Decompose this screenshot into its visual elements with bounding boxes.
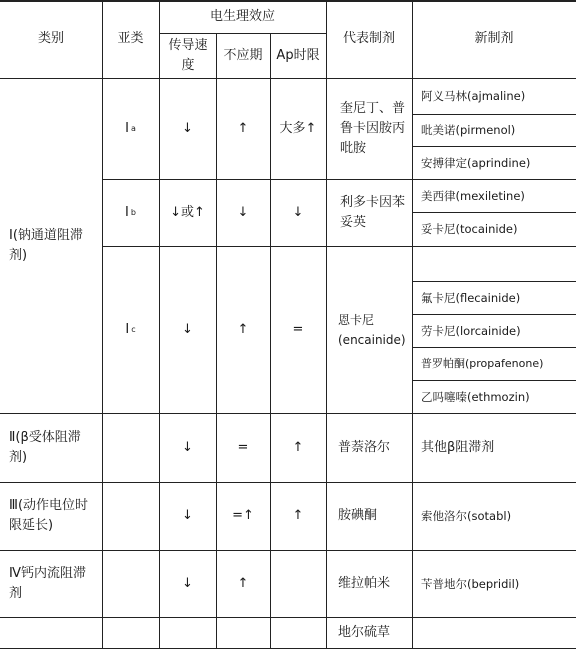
class-3-label: Ⅲ(动作电位时限延长) — [9, 498, 89, 533]
class-2-conduction: ↓ — [182, 439, 193, 455]
ia-ap: 大多↑ — [279, 120, 317, 136]
subclass-letter: b — [130, 207, 136, 217]
ib-representative: 利多卡因苯妥英 — [340, 194, 406, 230]
header-subclass: 亚类 — [117, 31, 144, 46]
ib-refractory: ↓ — [237, 204, 249, 220]
class-4-conduction: ↓ — [182, 575, 193, 591]
subclass-1b — [102, 179, 159, 246]
ic-new-5: 乙吗噻嗪(ethmozin) — [421, 389, 530, 404]
ic-new-3: 劳卡尼(lorcainide) — [421, 323, 521, 338]
class-1-label: Ⅰ(钠通道阻滞剂) — [9, 227, 83, 263]
ic-refractory: ↑ — [237, 321, 249, 337]
ia-refractory: ↑ — [237, 120, 249, 136]
ic-representative: 恩卡尼(encainide) — [338, 312, 406, 347]
class-2-refractory: = — [237, 439, 249, 455]
ia-conduction: ↓ — [182, 120, 193, 136]
class-4-representative: 维拉帕米 — [338, 575, 391, 591]
ic-new-2: 氟卡尼(flecainide) — [421, 290, 521, 305]
ib-new-2: 妥卡尼(tocainide) — [421, 222, 518, 236]
table-bottom-border — [0, 648, 576, 649]
ic-new-1 — [412, 246, 576, 281]
header-new-agents: 新制剂 — [474, 31, 514, 46]
ia-new-2: 吡美诺(pirmenol) — [421, 123, 516, 137]
ia-representative: 奎尼丁、普鲁卡因胺丙吡胺 — [340, 100, 406, 156]
ic-conduction: ↓ — [182, 321, 193, 337]
class-4-ap — [270, 550, 326, 617]
subclass-roman: Ⅰ — [125, 321, 130, 337]
header-refractory: 不应期 — [223, 47, 263, 63]
class-2-new: 其他β阻滞剂 — [421, 439, 495, 455]
header-electrophysiology: 电生理效应 — [209, 8, 275, 24]
subclass-letter: a — [130, 123, 136, 133]
class-3-ap: ↑ — [292, 508, 304, 523]
class-3-new: 索他洛尔(sotabl) — [421, 509, 512, 523]
class-3-refractory: =↑ — [232, 508, 254, 523]
ib-new-1: 美西律(mexiletine) — [421, 188, 525, 203]
header-category: 类别 — [37, 31, 64, 46]
class-3-conduction: ↓ — [182, 508, 193, 523]
row-rule — [0, 617, 576, 618]
ia-new-1: 阿义马林(ajmaline) — [421, 89, 526, 103]
ib-conduction: ↓或↑ — [170, 204, 205, 220]
class-4-label: Ⅳ钙内流阻滞剂 — [9, 565, 86, 601]
subclass-1c — [102, 246, 159, 413]
ic-new-4: 普罗帕酮(propafenone) — [421, 356, 544, 370]
header-ap-duration: Ap时限 — [276, 47, 320, 63]
class-4-refractory: ↑ — [237, 575, 249, 591]
class-4-new: 苄普地尔(bepridil) — [421, 576, 520, 591]
ia-new-3: 安搏律定(aprindine) — [421, 155, 531, 170]
ic-ap: = — [292, 321, 304, 337]
subclass-roman: Ⅰ — [125, 120, 129, 136]
class-2-label: Ⅱ(β受体阻滞剂) — [9, 429, 81, 465]
subclass-1a — [102, 78, 159, 179]
class-3-representative: 胺碘酮 — [338, 508, 378, 523]
last-row-representative: 地尔硫草 — [338, 625, 391, 640]
class-2-representative: 普萘洛尔 — [338, 439, 391, 455]
ib-ap: ↓ — [292, 204, 304, 220]
header-representative: 代表制剂 — [342, 31, 395, 46]
subclass-roman: Ⅰ — [125, 204, 129, 220]
header-conduction: 传导速度 — [168, 37, 208, 73]
class-2-ap: ↑ — [292, 439, 304, 455]
subclass-letter: c — [131, 324, 136, 334]
